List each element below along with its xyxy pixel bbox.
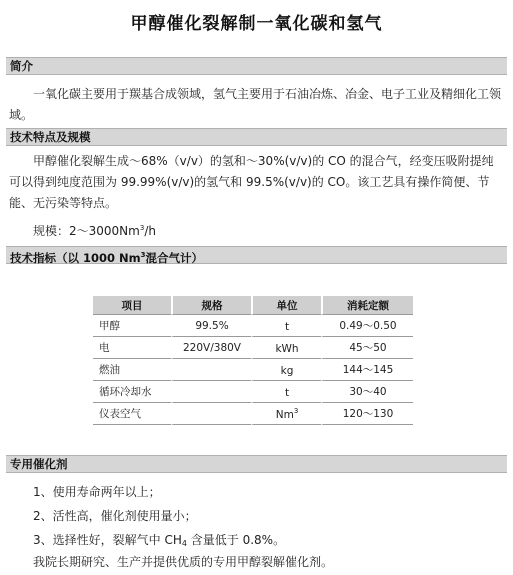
unit-text: t — [284, 320, 290, 333]
unit-text: kg — [280, 364, 294, 377]
cell-spec — [171, 359, 251, 381]
cell-amount: 30～40 — [321, 381, 413, 403]
catalyst-item-3 — [33, 531, 285, 553]
spec-table-header — [93, 296, 413, 315]
column-header: 消耗定额 — [321, 296, 413, 315]
cell-item: 甲醇 — [93, 315, 171, 337]
catalyst-item-text: 3、选择性好，裂解气中 CH — [33, 533, 182, 547]
catalyst-item-2 — [33, 507, 197, 525]
section-heading-catalyst: 专用催化剂 — [6, 455, 507, 473]
cell-item: 仪表空气 — [93, 403, 171, 425]
table-row — [93, 315, 413, 337]
column-header: 规格 — [171, 296, 251, 315]
cell-spec: 220V/380V — [171, 337, 251, 359]
intro-text: 一氧化碳主要用于羰基合成领域，氢气主要用于石油冶炼、冶金、电子工业及精细化工领域。 — [9, 87, 502, 122]
catalyst-item-text: 2、活性高，催化剂使用量小； — [33, 509, 197, 523]
cell-spec — [171, 403, 251, 425]
section-heading-intro: 简介 — [6, 57, 507, 75]
scale-prefix: 规模：2～3000Nm — [33, 224, 140, 238]
unit-sup: 3 — [293, 406, 299, 415]
catalyst-item-sub: 4 — [181, 539, 187, 548]
catalyst-item-text: 1、使用寿命两年以上； — [33, 485, 161, 499]
cell-unit — [251, 315, 321, 337]
unit-text: t — [284, 386, 290, 399]
specs-heading-sup: 3 — [140, 251, 146, 259]
specs-heading-prefix: 技术指标（以 1000 Nm — [10, 251, 141, 265]
cell-unit — [251, 381, 321, 403]
scale-suffix: /h — [144, 224, 156, 238]
column-header: 项目 — [93, 296, 171, 315]
section-heading-features: 技术特点及规模 — [6, 128, 507, 146]
unit-text: Nm — [275, 408, 294, 421]
cell-spec — [171, 381, 251, 403]
cell-spec: 99.5% — [171, 315, 251, 337]
page-title: 甲醇催化裂解制一氧化碳和氢气 — [130, 14, 383, 34]
column-header: 单位 — [251, 296, 321, 315]
catalyst-item-suffix: 含量低于 0.8%。 — [186, 533, 286, 547]
catalyst-item-1 — [33, 483, 161, 501]
table-row — [93, 359, 413, 381]
cell-item: 循环冷却水 — [93, 381, 171, 403]
table-row — [93, 403, 413, 425]
cell-unit — [251, 403, 321, 425]
catalyst-closing: 我院长期研究、生产并提供优质的专用甲醇裂解催化剂。 — [33, 555, 334, 569]
cell-amount: 0.49～0.50 — [321, 315, 413, 337]
cell-item: 电 — [93, 337, 171, 359]
specs-heading-suffix: 混合气计） — [145, 251, 203, 265]
scale-sup: 3 — [139, 224, 145, 232]
features-text: 甲醇催化裂解生成～68%（v/v）的氢和～30%(v/v)的 CO 的混合气，经变压吸附提纯可以得到纯度范围为 99.99%(v/v)的氢气和 99.5%(v/v)的 CO。该工艺具有操作简便、节能、无污染等特点。 — [9, 154, 494, 210]
cell-amount: 120～130 — [321, 403, 413, 425]
cell-item: 燃油 — [93, 359, 171, 381]
cell-amount: 45～50 — [321, 337, 413, 359]
table-row — [93, 337, 413, 359]
scale-line — [33, 219, 156, 240]
spec-table — [93, 296, 413, 425]
cell-unit — [251, 359, 321, 381]
cell-unit — [251, 337, 321, 359]
cell-amount: 144～145 — [321, 359, 413, 381]
table-row — [93, 381, 413, 403]
unit-text: kWh — [275, 342, 299, 355]
section-heading-specs — [6, 246, 507, 264]
